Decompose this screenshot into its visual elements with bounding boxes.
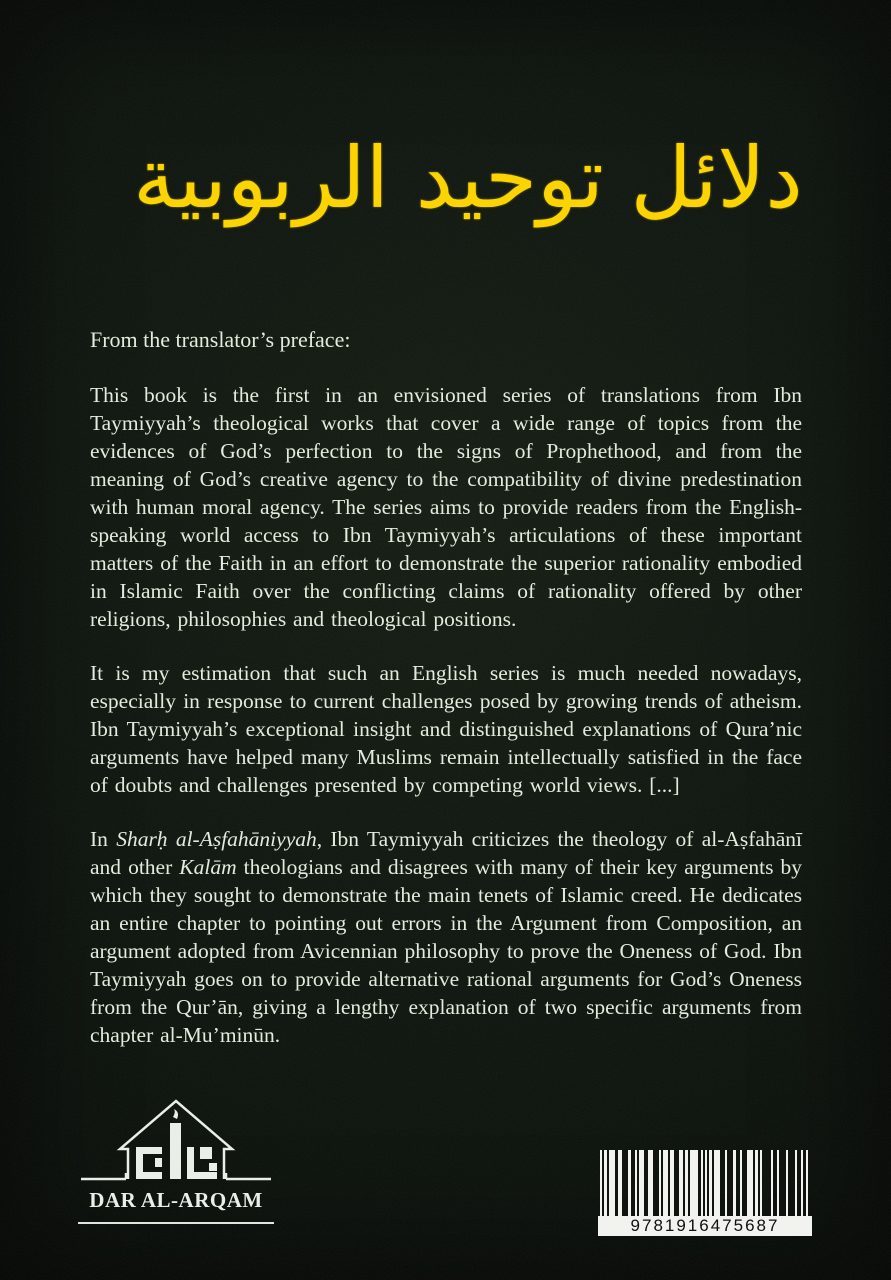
barcode (598, 1150, 812, 1236)
translator-preface-block (90, 326, 802, 1049)
publisher-name: DAR AL-ARQAM (78, 1186, 274, 1224)
barcode-bars (598, 1150, 812, 1216)
preface-paragraph-2: It is my estimation that such an English series is much needed nowadays, especially in response to current challenges posed by growing trends of atheism. Ibn Taymiyyah’s exceptional insight and distinguished explanations of Qura’nic arguments have helped many Muslims remain intellectually satisfied in the face of doubts and challenges presented by competing world views. [...] (90, 661, 802, 797)
preface-heading: From the translator’s preface: (90, 327, 351, 352)
isbn-number: 9781916475687 (598, 1216, 812, 1236)
arabic-calligraphy-title: دلائل توحيد الربوبية (133, 128, 803, 227)
publisher-logo-block (78, 1096, 274, 1224)
preface-paragraph-3: In Sharḥ al-Aṣfahāniyyah, Ibn Taymiyyah criticizes the theology of al-Aṣfahānī and other Kalām theologians and disagrees with many of their key arguments by which they sought to demonstrate the main tenets of Islamic creed. He dedicates an entire chapter to pointing out errors in the Argument from Composition, an argument adopted from Avicennian philosophy to prove the Oneness of God. Ibn Taymiyyah goes on to provide alternative rational arguments for God’s Oneness from the Qur’ān, giving a lengthy explanation of two specific arguments from chapter al-Mu’minūn. (90, 827, 803, 1047)
dar-al-arqam-logo-icon (78, 1096, 274, 1186)
preface-paragraph-1: This book is the first in an envisioned series of translations from Ibn Taymiyyah’s theological works that cover a wide range of topics from the evidences of God’s perfection to the signs of Prophethood, and from the meaning of God’s creative agency to the compatibility of divine predestination with human moral agency. The series aims to provide readers from the English-speaking world access to Ibn Taymiyyah’s articulations of these important matters of the Faith in an effort to demonstrate the superior rationality embodied in Islamic Faith over the conflicting claims of rationality offered by other religions, philosophies and theological positions. (90, 383, 802, 631)
